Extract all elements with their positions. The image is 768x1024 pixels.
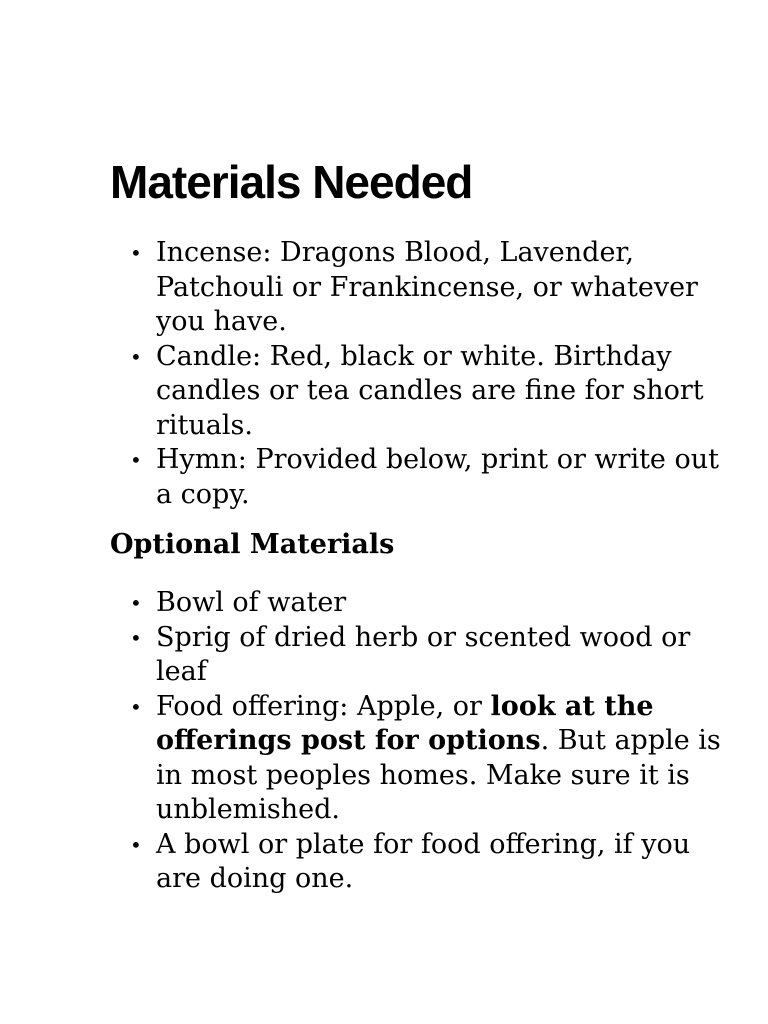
bullet-icon: •: [130, 241, 142, 265]
list-item-text-end: . But apple is in most peoples homes. Make sure it is unblemished.: [156, 725, 721, 825]
optional-materials-heading: Optional Materials: [110, 529, 395, 560]
required-materials-list: [110, 236, 730, 512]
optional-materials-list: [110, 586, 730, 897]
list-item-text-start: Food offering: Apple, or: [156, 690, 491, 722]
bullet-icon: •: [130, 625, 142, 650]
list-item-text: Bowl of water: [156, 587, 347, 618]
list-item-text: Hymn: Provided below, print or write out a copy.: [156, 444, 719, 510]
page-title: Materials Needed: [110, 156, 473, 208]
list-item: [110, 586, 730, 621]
bullet-icon: •: [130, 591, 142, 615]
list-item-text: [156, 691, 721, 826]
offerings-post-reference: look at the offerings post for options: [156, 690, 654, 756]
bullet-icon: •: [130, 694, 142, 719]
list-item: [110, 621, 730, 690]
list-item: [110, 828, 730, 897]
bullet-icon: •: [130, 344, 142, 369]
list-item-text: Incense: Dragons Blood, Lavender, Patchouli or Frankincense, or whatever you have.: [156, 237, 698, 337]
list-item-text: Sprig of dried herb or scented wood or leaf: [156, 621, 691, 687]
list-item-text: A bowl or plate for food offering, if you are doing one.: [156, 828, 691, 894]
bullet-icon: •: [130, 832, 142, 857]
list-item-text: Candle: Red, black or white. Birthday candles or tea candles are fine for short rituals.: [156, 340, 704, 441]
list-item: [110, 340, 730, 444]
list-item: [110, 690, 730, 828]
list-item: [110, 236, 730, 340]
bullet-icon: •: [130, 448, 142, 472]
list-item: [110, 443, 730, 512]
